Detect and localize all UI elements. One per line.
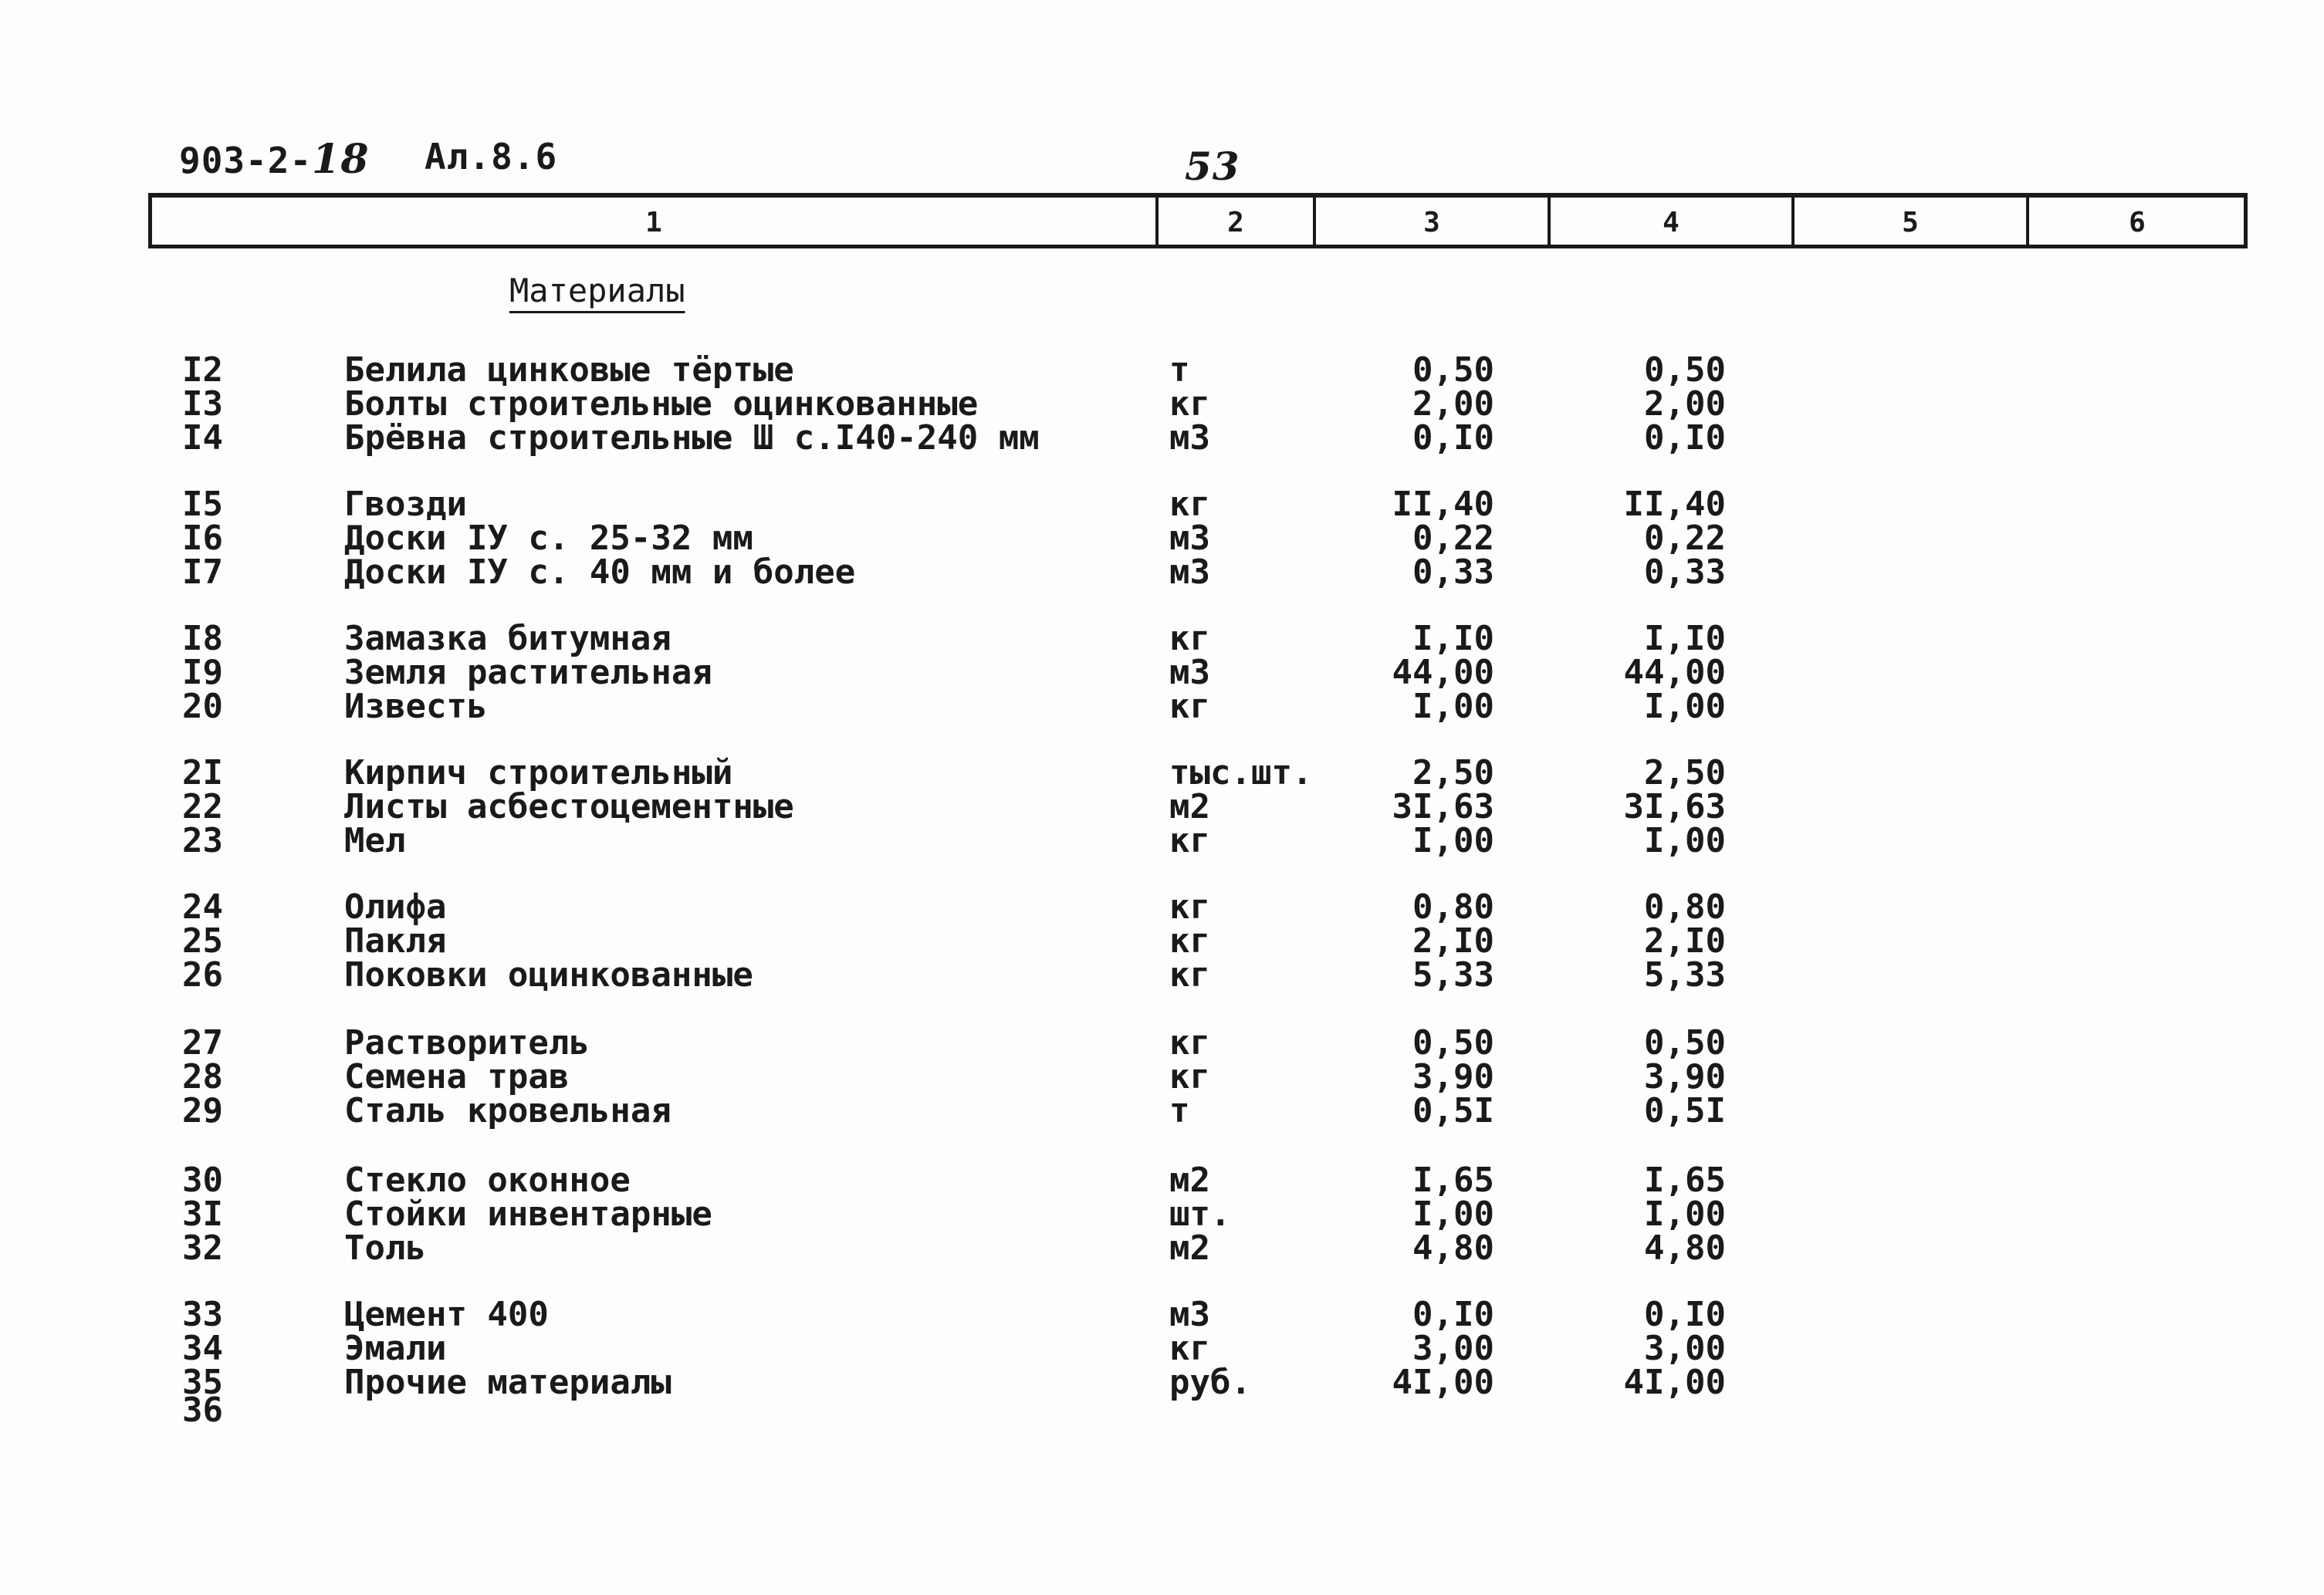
quantity-col3: 0,33 — [1412, 553, 1494, 592]
table-row — [0, 418, 2324, 458]
quantity-col4: 2,50 — [1644, 753, 1726, 792]
material-name: Растворитель — [344, 1023, 590, 1063]
row-number: 26 — [182, 955, 223, 995]
row-number: 25 — [182, 921, 223, 961]
quantity-col4: I,00 — [1644, 687, 1726, 726]
table-row — [0, 619, 2324, 658]
row-number: 20 — [182, 687, 223, 726]
table-row — [0, 1091, 2324, 1130]
quantity-col4: 0,I0 — [1644, 1295, 1726, 1334]
unit-of-measure: м3 — [1169, 418, 1210, 458]
unit-of-measure: тыс.шт. — [1169, 753, 1313, 792]
table-row — [0, 787, 2324, 826]
unit-of-measure: м3 — [1169, 1295, 1210, 1334]
quantity-col4: I,I0 — [1644, 619, 1726, 658]
quantity-col4: 44,00 — [1623, 653, 1726, 692]
row-number: 32 — [182, 1228, 223, 1268]
column-header-2: 2 — [1227, 207, 1244, 238]
quantity-col4: 0,80 — [1644, 887, 1726, 927]
table-row — [0, 384, 2324, 424]
unit-of-measure: т — [1169, 1091, 1190, 1130]
row-number: 28 — [182, 1057, 223, 1097]
quantity-col3: I,00 — [1412, 1195, 1494, 1234]
table-row — [0, 821, 2324, 860]
material-name: Стойки инвентарные — [344, 1195, 712, 1234]
page-number: 53 — [1185, 144, 1240, 189]
unit-of-measure: кг — [1169, 485, 1210, 524]
quantity-col3: 2,00 — [1412, 384, 1494, 424]
material-name: Болты строительные оцинкованные — [344, 384, 979, 424]
quantity-col3: 4I,00 — [1392, 1363, 1494, 1402]
quantity-col4: 0,22 — [1644, 519, 1726, 558]
quantity-col4: 5,33 — [1644, 955, 1726, 995]
material-name: Прочие материалы — [344, 1363, 671, 1402]
material-name: Сталь кровельная — [344, 1091, 671, 1130]
table-row — [0, 921, 2324, 961]
material-name: Доски IУ с. 40 мм и более — [344, 553, 856, 592]
row-number: I6 — [182, 519, 223, 558]
table-row — [0, 1295, 2324, 1334]
project-code-prefix: 903-2- — [179, 140, 313, 181]
table-row — [0, 350, 2324, 390]
quantity-col3: I,I0 — [1412, 619, 1494, 658]
column-header-bar — [148, 193, 2248, 248]
table-row — [0, 1023, 2324, 1063]
material-name: Семена трав — [344, 1057, 570, 1097]
unit-of-measure: шт. — [1169, 1195, 1231, 1234]
table-row — [0, 1329, 2324, 1368]
unit-of-measure: кг — [1169, 887, 1210, 927]
row-number: I2 — [182, 350, 223, 390]
quantity-col3: 3,90 — [1412, 1057, 1494, 1097]
material-name: Цемент 400 — [344, 1295, 549, 1334]
quantity-col3: 2,50 — [1412, 753, 1494, 792]
row-number: 30 — [182, 1161, 223, 1200]
unit-of-measure: руб. — [1169, 1363, 1251, 1402]
material-name: Стекло оконное — [344, 1161, 631, 1200]
material-name: Листы асбестоцементные — [344, 787, 794, 826]
quantity-col3: 4,80 — [1412, 1228, 1494, 1268]
unit-of-measure: кг — [1169, 619, 1210, 658]
column-header-4: 4 — [1663, 207, 1680, 238]
column-header-5: 5 — [1902, 207, 1919, 238]
table-row — [0, 887, 2324, 927]
material-name: Гвозди — [344, 485, 467, 524]
material-name: Мел — [344, 821, 406, 860]
table-row — [0, 485, 2324, 524]
quantity-col4: 0,50 — [1644, 1023, 1726, 1063]
table-row — [0, 1228, 2324, 1268]
quantity-col3: I,00 — [1412, 687, 1494, 726]
material-name: Замазка битумная — [344, 619, 671, 658]
row-number: 22 — [182, 787, 223, 826]
quantity-col4: I,00 — [1644, 821, 1726, 860]
quantity-col4: 4I,00 — [1623, 1363, 1726, 1402]
column-header-3: 3 — [1423, 207, 1440, 238]
table-row — [0, 1161, 2324, 1200]
table-row — [0, 553, 2324, 592]
quantity-col4: 0,I0 — [1644, 418, 1726, 458]
row-number: I4 — [182, 418, 223, 458]
unit-of-measure: кг — [1169, 955, 1210, 995]
row-number: 36 — [182, 1391, 223, 1430]
quantity-col3: 3I,63 — [1392, 787, 1494, 826]
material-name: Олифа — [344, 887, 447, 927]
row-number: 23 — [182, 821, 223, 860]
quantity-col4: I,65 — [1644, 1161, 1726, 1200]
quantity-col3: 0,I0 — [1412, 418, 1494, 458]
project-code-suffix: 18 — [312, 136, 370, 183]
quantity-col3: 0,50 — [1412, 350, 1494, 390]
row-number: I9 — [182, 653, 223, 692]
quantity-col3: I,00 — [1412, 821, 1494, 860]
quantity-col4: 3I,63 — [1623, 787, 1726, 826]
unit-of-measure: кг — [1169, 921, 1210, 961]
table-row — [0, 519, 2324, 558]
table-row — [0, 955, 2324, 995]
unit-of-measure: кг — [1169, 1329, 1210, 1368]
material-name: Белила цинковые тёртые — [344, 350, 794, 390]
material-name: Эмали — [344, 1329, 447, 1368]
row-number: I3 — [182, 384, 223, 424]
column-header-6: 6 — [2129, 207, 2146, 238]
quantity-col3: 0,5I — [1412, 1091, 1494, 1130]
material-name: Известь — [344, 687, 488, 726]
section-title: Материалы — [509, 272, 685, 309]
material-name: Поковки оцинкованные — [344, 955, 753, 995]
material-name: Доски IУ с. 25-32 мм — [344, 519, 753, 558]
quantity-col3: 5,33 — [1412, 955, 1494, 995]
unit-of-measure: м3 — [1169, 553, 1210, 592]
unit-of-measure: м3 — [1169, 653, 1210, 692]
unit-of-measure: кг — [1169, 821, 1210, 860]
unit-of-measure: м2 — [1169, 1228, 1210, 1268]
quantity-col4: 4,80 — [1644, 1228, 1726, 1268]
quantity-col3: II,40 — [1392, 485, 1494, 524]
quantity-col3: 44,00 — [1392, 653, 1494, 692]
quantity-col4: 2,I0 — [1644, 921, 1726, 961]
table-row — [0, 1057, 2324, 1097]
unit-of-measure: м3 — [1169, 519, 1210, 558]
project-code — [179, 136, 370, 183]
unit-of-measure: кг — [1169, 687, 1210, 726]
quantity-col3: 0,22 — [1412, 519, 1494, 558]
unit-of-measure: кг — [1169, 1057, 1210, 1097]
quantity-col3: I,65 — [1412, 1161, 1494, 1200]
row-number: 34 — [182, 1329, 223, 1368]
unit-of-measure: кг — [1169, 384, 1210, 424]
quantity-col4: 0,5I — [1644, 1091, 1726, 1130]
row-number: 24 — [182, 887, 223, 927]
quantity-col3: 0,I0 — [1412, 1295, 1494, 1334]
unit-of-measure: кг — [1169, 1023, 1210, 1063]
quantity-col3: 2,I0 — [1412, 921, 1494, 961]
material-name: Кирпич строительный — [344, 753, 733, 792]
unit-of-measure: м2 — [1169, 1161, 1210, 1200]
row-number: I7 — [182, 553, 223, 592]
row-number: 35 — [182, 1363, 223, 1402]
material-name: Толь — [344, 1228, 426, 1268]
album-label: Ал.8.6 — [425, 136, 558, 177]
quantity-col4: 3,90 — [1644, 1057, 1726, 1097]
table-row — [0, 653, 2324, 692]
unit-of-measure: т — [1169, 350, 1190, 390]
quantity-col4: 3,00 — [1644, 1329, 1726, 1368]
material-name: Брёвна строительные Ш с.I40-240 мм — [344, 418, 1040, 458]
quantity-col4: II,40 — [1623, 485, 1726, 524]
quantity-col4: 0,50 — [1644, 350, 1726, 390]
quantity-col3: 3,00 — [1412, 1329, 1494, 1368]
material-name: Земля растительная — [344, 653, 712, 692]
row-number: 27 — [182, 1023, 223, 1063]
row-number: 29 — [182, 1091, 223, 1130]
table-row — [0, 1195, 2324, 1234]
table-row — [0, 753, 2324, 792]
unit-of-measure: м2 — [1169, 787, 1210, 826]
quantity-col3: 0,80 — [1412, 887, 1494, 927]
quantity-col4: 2,00 — [1644, 384, 1726, 424]
row-number: 2I — [182, 753, 223, 792]
table-row-empty — [0, 1391, 2324, 1430]
column-header-1: 1 — [645, 207, 662, 238]
quantity-col4: 0,33 — [1644, 553, 1726, 592]
row-number: I8 — [182, 619, 223, 658]
row-number: 33 — [182, 1295, 223, 1334]
table-row — [0, 687, 2324, 726]
quantity-col3: 0,50 — [1412, 1023, 1494, 1063]
material-name: Пакля — [344, 921, 447, 961]
quantity-col4: I,00 — [1644, 1195, 1726, 1234]
row-number: I5 — [182, 485, 223, 524]
row-number: 3I — [182, 1195, 223, 1234]
